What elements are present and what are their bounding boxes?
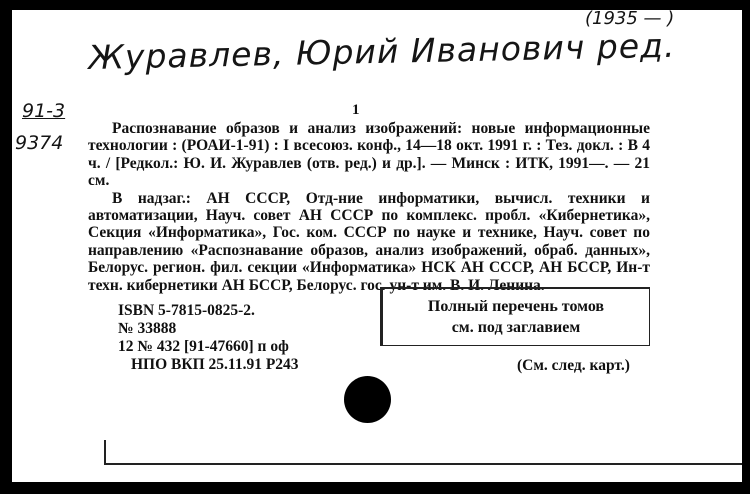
handwritten-author-heading: Журавлев, Юрий Иванович ред.	[88, 25, 676, 77]
card-number: 1	[352, 102, 360, 118]
registry-number: 12 № 432 [91-47660] п оф	[118, 338, 289, 355]
isbn: ISBN 5-7815-0825-2.	[118, 302, 255, 319]
bibliographic-entry	[88, 120, 650, 294]
stamp-line-2: см. под заглавием	[451, 319, 581, 336]
shelf-mark-2: 9374	[15, 132, 64, 154]
title-description: Распознавание образов и анализ изображений: новые информационные технологии : (РОАИ-1-91) : I всесоюз. конф., 14—18 окт. 1991 г. : Тез. докл. : В 4 ч. / [Редкол.: Ю. И. Журавлев (отв. ред.) и др.]. — Минск : ИТК, 1991—. — 21 см.	[88, 120, 650, 190]
bottom-left-rule	[104, 440, 106, 465]
institution-note: В надзаг.: АН СССР, Отд-ние информатики, вычисл. техники и автоматизации, Науч. совет АН СССР по комплекс. пробл. «Кибернетика», Секция «Информатика», Гос. ком. СССР по науке и технике, Науч. совет по направлению «Распознавание образов, анализ изображений, обраб. данных», Белорус. регион. фил. секции «Информатика» НСК АН СССР, АН БССР, Ин-т техн. кибернетики АН БССР, Белорус. гос. ун-т им. В. И. Ленина.	[88, 189, 650, 294]
handwritten-dates: (1935 — )	[585, 8, 675, 29]
order-number: № 33888	[118, 320, 177, 337]
printer-line: НПО ВКП 25.11.91 Р243	[131, 356, 299, 373]
shelf-mark-1: 91-3	[22, 100, 66, 122]
punch-hole	[344, 376, 391, 423]
see-next-card: (См. след. карт.)	[517, 357, 630, 374]
bottom-rule	[104, 463, 742, 465]
stamp-line-1: Полный перечень томов	[427, 298, 605, 315]
stamp-box	[380, 287, 650, 346]
